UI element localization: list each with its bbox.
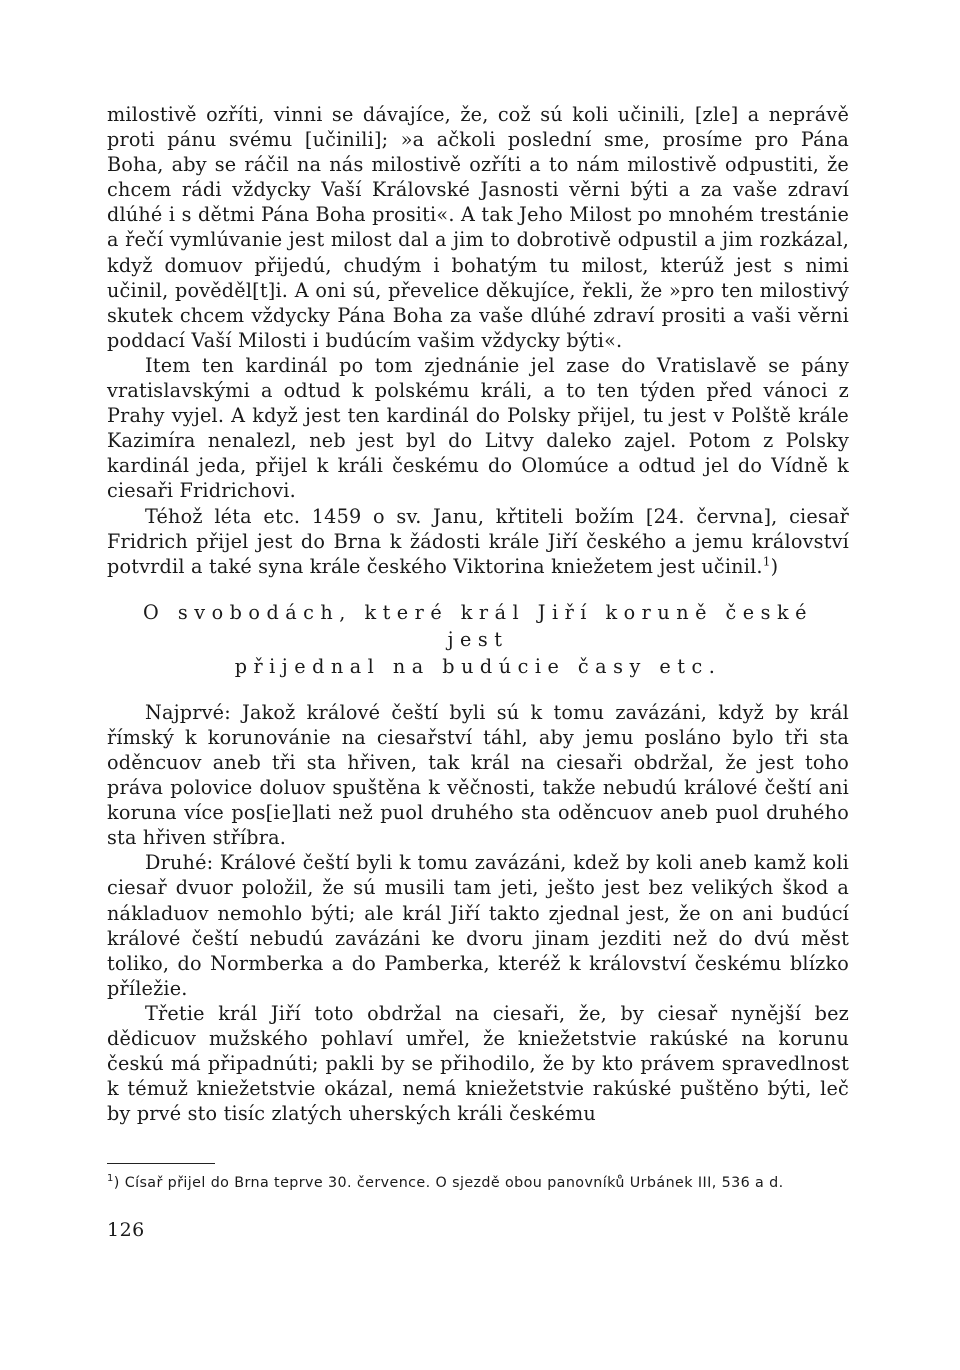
paragraph-3: [107, 504, 849, 579]
footnote-mark: 1: [107, 1173, 114, 1185]
paragraph-6: Třetie král Jiří toto obdržal na ciesaři, že, by ciesař nynější bez dědicuov mužského pohlaví umřel, že kniežetstvie rakúské na korunu českú má připadnúti; pakli by se přihodilo, že by kto právem spravedlnost k témuž kniežetstvie okázal, nemá kniežetstvie rakúské puštěno býti, leč by prvé sto tisíc zlatých uherských králi českému: [107, 1001, 849, 1126]
page-number: 126: [107, 1219, 145, 1241]
footnote-divider: [107, 1163, 215, 1164]
footnote-text: Císař přijel do Brna teprve 30. července. O sjezdě obou panovníků Urbánek III, 536 a d.: [119, 1175, 784, 1191]
paragraph-5: Druhé: Králové čeští byli k tomu zavázáni, kdež by koli aneb kamž koli ciesař dvuor položil, že sú musili tam jeti, ješto jest bez velikých škod a nákladuov nemohlo býti; ale král Jiří takto zjednal jest, že on ani budúcí králové čeští nebudú zavázáni ke dvoru jinam jezditi než do dvú měst toliko, do Normberka a do Pamberka, kteréž k království českému blízko příležie.: [107, 851, 849, 1000]
footnote-reference: 1: [762, 554, 771, 569]
page-body: [107, 102, 849, 1126]
paragraph-4: Najprvé: Jakož králové čeští byli sú k tomu zavázáni, když by král římský k korunovánie na ciesařství táhl, aby jemu posláno bylo tři sta oděncuov aneb tři sta hřiven, tak král na ciesaři obdržal, že jest toho práva polovice doluov spuštěna k věčnosti, takže nebudú králové čeští ani koruna více pos[ie]lati než puol druhého sta oděncuov aneb puol druhého sta hřiven stříbra.: [107, 700, 849, 850]
section-title: [107, 599, 849, 680]
footnote-reference-paren: ): [770, 554, 779, 578]
section-title-line-1: O svobodách, které král Jiří koruně české jest: [143, 600, 813, 651]
section-title-line-2: přijednal na budúcie časy etc.: [234, 654, 722, 678]
paragraph-2: Item ten kardinál po tom zjednánie jel zase do Vratislavě se pány vratislavskými a odtud k polskému králi, a to ten týden před vánoci z Prahy vyjel. A když jest ten kardinál do Polsky přijel, tu jest v Polště krále Kazimíra nenalezl, neb jest byl do Litvy daleko zajel. Potom z Polsky kardinál jeda, přijel k králi českému do Olomúce a odtud jel do Vídně k ciesaři Fridrichovi.: [107, 353, 849, 503]
footnote-mark-paren: ): [113, 1175, 120, 1191]
paragraph-3-text: Téhož léta etc. 1459 o sv. Janu, křtiteli božím [24. června], ciesař Fridrich přijel jest do Brna k žádosti krále Jiří českého a jemu království potvrdil a také syna krále českého Viktorina kniežetem jest učinil.: [107, 504, 849, 578]
paragraph-1: milostivě ozříti, vinni se dávajíce, že, což sú koli učinili, [zle] a neprávě proti pánu svému [učinili]; »a ačkoli poslední sme, prosíme pro Pána Boha, aby se ráčil na nás milostivě ozříti a to nám milostivě odpustiti, že chcem rádi vždycky Vaší Královské Jasnosti věrni býti a za vaše zdraví dlúhé i s dětmi Pána Boha prositi«. A tak Jeho Milost po mnohém trestánie a řečí vymlúvanie jest milost dal a jim to dobrotivě odpustil a jim rozkázal, když domuov přijedú, chudým i bohatým tu milost, kterúž jest s nimi učinil, pověděl[t]i. A oni sú, převelice děkujíce, řekli, že »pro ten milostivý skutek chcem vždycky Pána Boha za vaše dlúhé zdraví prositi a vaši věrni poddací Vaší Milosti i budúcím vašim vždycky býti«.: [107, 103, 849, 352]
footnote: [107, 1173, 849, 1193]
